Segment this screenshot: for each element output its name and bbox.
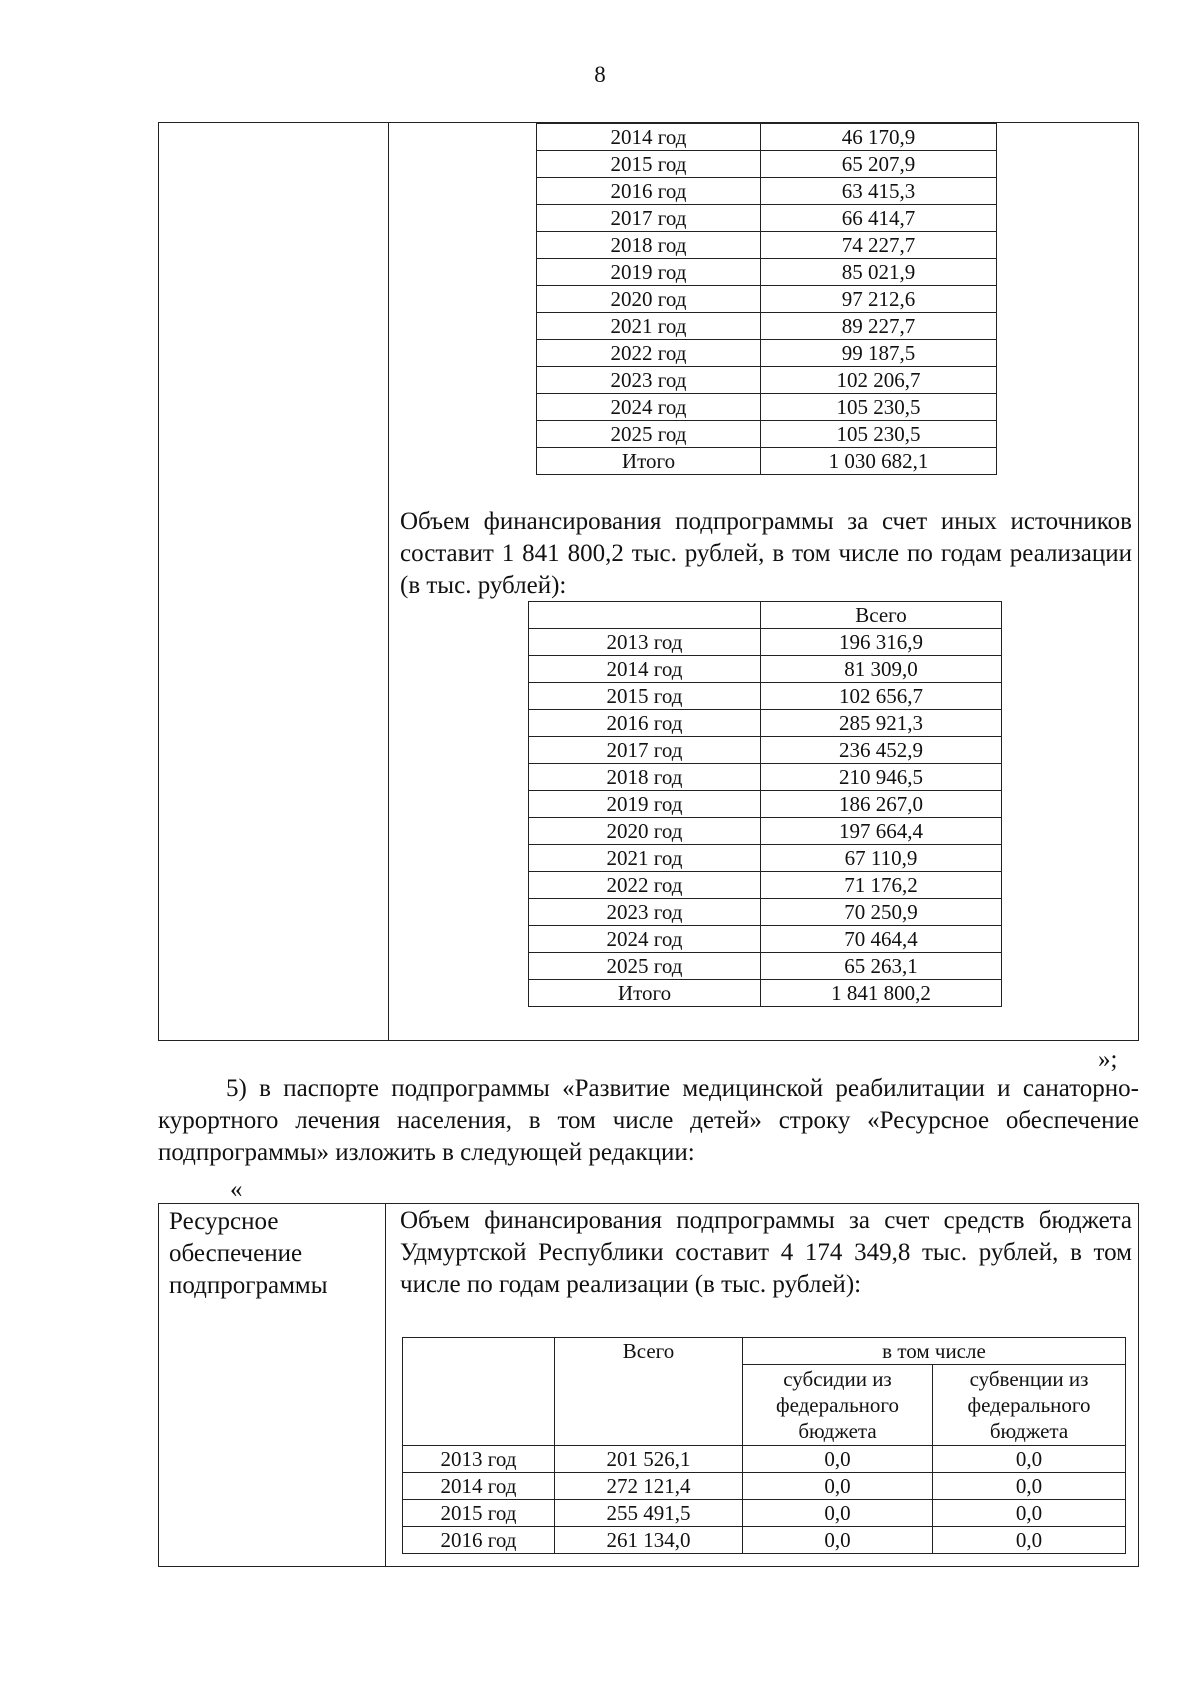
year-cell: 2016 год — [529, 710, 761, 737]
value-cell: 186 267,0 — [761, 791, 1002, 818]
item-5-paragraph: 5) в паспорте подпрограммы «Развитие медицинской реабилитации и санаторно-курортного лечения населения, в том числе детей» строку «Ресурсное обеспечение подпрограммы» изложить в следующей редакции: — [158, 1075, 1139, 1166]
subventions-cell: 0,0 — [933, 1527, 1126, 1554]
value-cell: 1 841 800,2 — [761, 980, 1002, 1007]
value-cell: 105 230,5 — [761, 394, 997, 421]
value-cell: 102 656,7 — [761, 683, 1002, 710]
budget-table — [402, 1337, 1126, 1554]
value-cell: 71 176,2 — [761, 872, 1002, 899]
subventions-cell: 0,0 — [933, 1500, 1126, 1527]
table-row — [529, 737, 1002, 764]
budget-header-total: Всего — [555, 1338, 743, 1446]
year-cell: Итого — [537, 448, 761, 475]
total-cell: 272 121,4 — [555, 1473, 743, 1500]
funding-table-b — [528, 601, 1002, 1007]
year-cell: 2018 год — [537, 232, 761, 259]
year-cell: 2016 год — [537, 178, 761, 205]
table-row — [537, 340, 997, 367]
year-cell: 2024 год — [529, 926, 761, 953]
year-cell: 2014 год — [529, 656, 761, 683]
subsidies-cell: 0,0 — [743, 1527, 933, 1554]
subsidies-cell: 0,0 — [743, 1473, 933, 1500]
year-cell: 2025 год — [529, 953, 761, 980]
year-cell: 2022 год — [537, 340, 761, 367]
year-cell: 2016 год — [403, 1527, 555, 1554]
year-cell: 2015 год — [403, 1500, 555, 1527]
year-cell: 2014 год — [537, 124, 761, 151]
budget-paragraph: Объем финансирования подпрограммы за счет средств бюджета Удмуртской Республики составит 4 174 349,8 тыс. рублей, в том числе по годам реализации (в тыс. рублей): — [400, 1207, 1132, 1298]
year-cell: 2019 год — [537, 259, 761, 286]
subsidies-cell: 0,0 — [743, 1446, 933, 1473]
table-row — [537, 151, 997, 178]
year-cell: 2023 год — [529, 899, 761, 926]
value-cell: 70 464,4 — [761, 926, 1002, 953]
table-row — [529, 953, 1002, 980]
year-cell: 2021 год — [537, 313, 761, 340]
table-row — [529, 980, 1002, 1007]
value-cell: 70 250,9 — [761, 899, 1002, 926]
year-cell: 2023 год — [537, 367, 761, 394]
year-cell: 2013 год — [529, 629, 761, 656]
subsidies-cell: 0,0 — [743, 1500, 933, 1527]
value-cell: 67 110,9 — [761, 845, 1002, 872]
budget-table-empty-header — [403, 1338, 555, 1446]
subventions-cell: 0,0 — [933, 1446, 1126, 1473]
value-cell: 65 263,1 — [761, 953, 1002, 980]
total-cell: 201 526,1 — [555, 1446, 743, 1473]
year-cell: 2018 год — [529, 764, 761, 791]
value-cell: 97 212,6 — [761, 286, 997, 313]
table-row — [537, 313, 997, 340]
table-row — [537, 394, 997, 421]
other-sources-paragraph: Объем финансирования подпрограммы за счет иных источников составит 1 841 800,2 тыс. рублей, в том числе по годам реализации (в тыс. рублей): — [400, 508, 1132, 599]
table-row — [529, 764, 1002, 791]
table-row — [537, 232, 997, 259]
year-cell: 2013 год — [403, 1446, 555, 1473]
year-cell: 2017 год — [529, 737, 761, 764]
table-row — [403, 1500, 1126, 1527]
table-row — [403, 1527, 1126, 1554]
value-cell: 81 309,0 — [761, 656, 1002, 683]
value-cell: 1 030 682,1 — [761, 448, 997, 475]
table-row — [537, 421, 997, 448]
value-cell: 105 230,5 — [761, 421, 997, 448]
table-row — [529, 926, 1002, 953]
funding-table-a — [536, 123, 997, 475]
value-cell: 210 946,5 — [761, 764, 1002, 791]
opening-quote: « — [230, 1176, 243, 1203]
year-cell: 2017 год — [537, 205, 761, 232]
table-row — [529, 683, 1002, 710]
table-row — [529, 791, 1002, 818]
value-cell: 196 316,9 — [761, 629, 1002, 656]
table-row — [537, 124, 997, 151]
table-row — [529, 629, 1002, 656]
value-cell: 65 207,9 — [761, 151, 997, 178]
table-b-header-total: Всего — [761, 602, 1002, 629]
total-cell: 255 491,5 — [555, 1500, 743, 1527]
value-cell: 46 170,9 — [761, 124, 997, 151]
table-row — [529, 872, 1002, 899]
table-row — [529, 656, 1002, 683]
page-number: 8 — [594, 62, 606, 87]
year-cell: 2024 год — [537, 394, 761, 421]
year-cell: 2014 год — [403, 1473, 555, 1500]
table-row — [403, 1446, 1126, 1473]
table-row — [537, 205, 997, 232]
table-row — [537, 178, 997, 205]
table-row — [537, 286, 997, 313]
value-cell: 99 187,5 — [761, 340, 997, 367]
closing-quote: »; — [1098, 1046, 1118, 1073]
subventions-cell: 0,0 — [933, 1473, 1126, 1500]
year-cell: 2021 год — [529, 845, 761, 872]
budget-header-including: в том числе — [743, 1338, 1126, 1365]
table-b-empty-header — [529, 602, 761, 629]
table-row — [529, 845, 1002, 872]
table-row — [537, 448, 997, 475]
value-cell: 85 021,9 — [761, 259, 997, 286]
table-row — [403, 1473, 1126, 1500]
budget-header-subsidies: субсидии из федерального бюджета — [743, 1365, 933, 1446]
table-row — [537, 367, 997, 394]
year-cell: Итого — [529, 980, 761, 1007]
value-cell: 285 921,3 — [761, 710, 1002, 737]
value-cell: 63 415,3 — [761, 178, 997, 205]
year-cell: 2020 год — [537, 286, 761, 313]
year-cell: 2020 год — [529, 818, 761, 845]
table-row — [537, 259, 997, 286]
year-cell: 2022 год — [529, 872, 761, 899]
table-row — [529, 818, 1002, 845]
year-cell: 2019 год — [529, 791, 761, 818]
column-divider — [385, 1204, 386, 1566]
value-cell: 89 227,7 — [761, 313, 997, 340]
year-cell: 2015 год — [529, 683, 761, 710]
value-cell: 102 206,7 — [761, 367, 997, 394]
year-cell: 2025 год — [537, 421, 761, 448]
value-cell: 66 414,7 — [761, 205, 997, 232]
value-cell: 236 452,9 — [761, 737, 1002, 764]
resource-provision-label: Ресурсное обеспечение подпрограммы — [169, 1208, 328, 1299]
year-cell: 2015 год — [537, 151, 761, 178]
budget-header-subventions: субвенции из федерального бюджета — [933, 1365, 1126, 1446]
column-divider — [388, 123, 389, 1040]
value-cell: 197 664,4 — [761, 818, 1002, 845]
total-cell: 261 134,0 — [555, 1527, 743, 1554]
table-row — [529, 899, 1002, 926]
value-cell: 74 227,7 — [761, 232, 997, 259]
table-row — [529, 710, 1002, 737]
